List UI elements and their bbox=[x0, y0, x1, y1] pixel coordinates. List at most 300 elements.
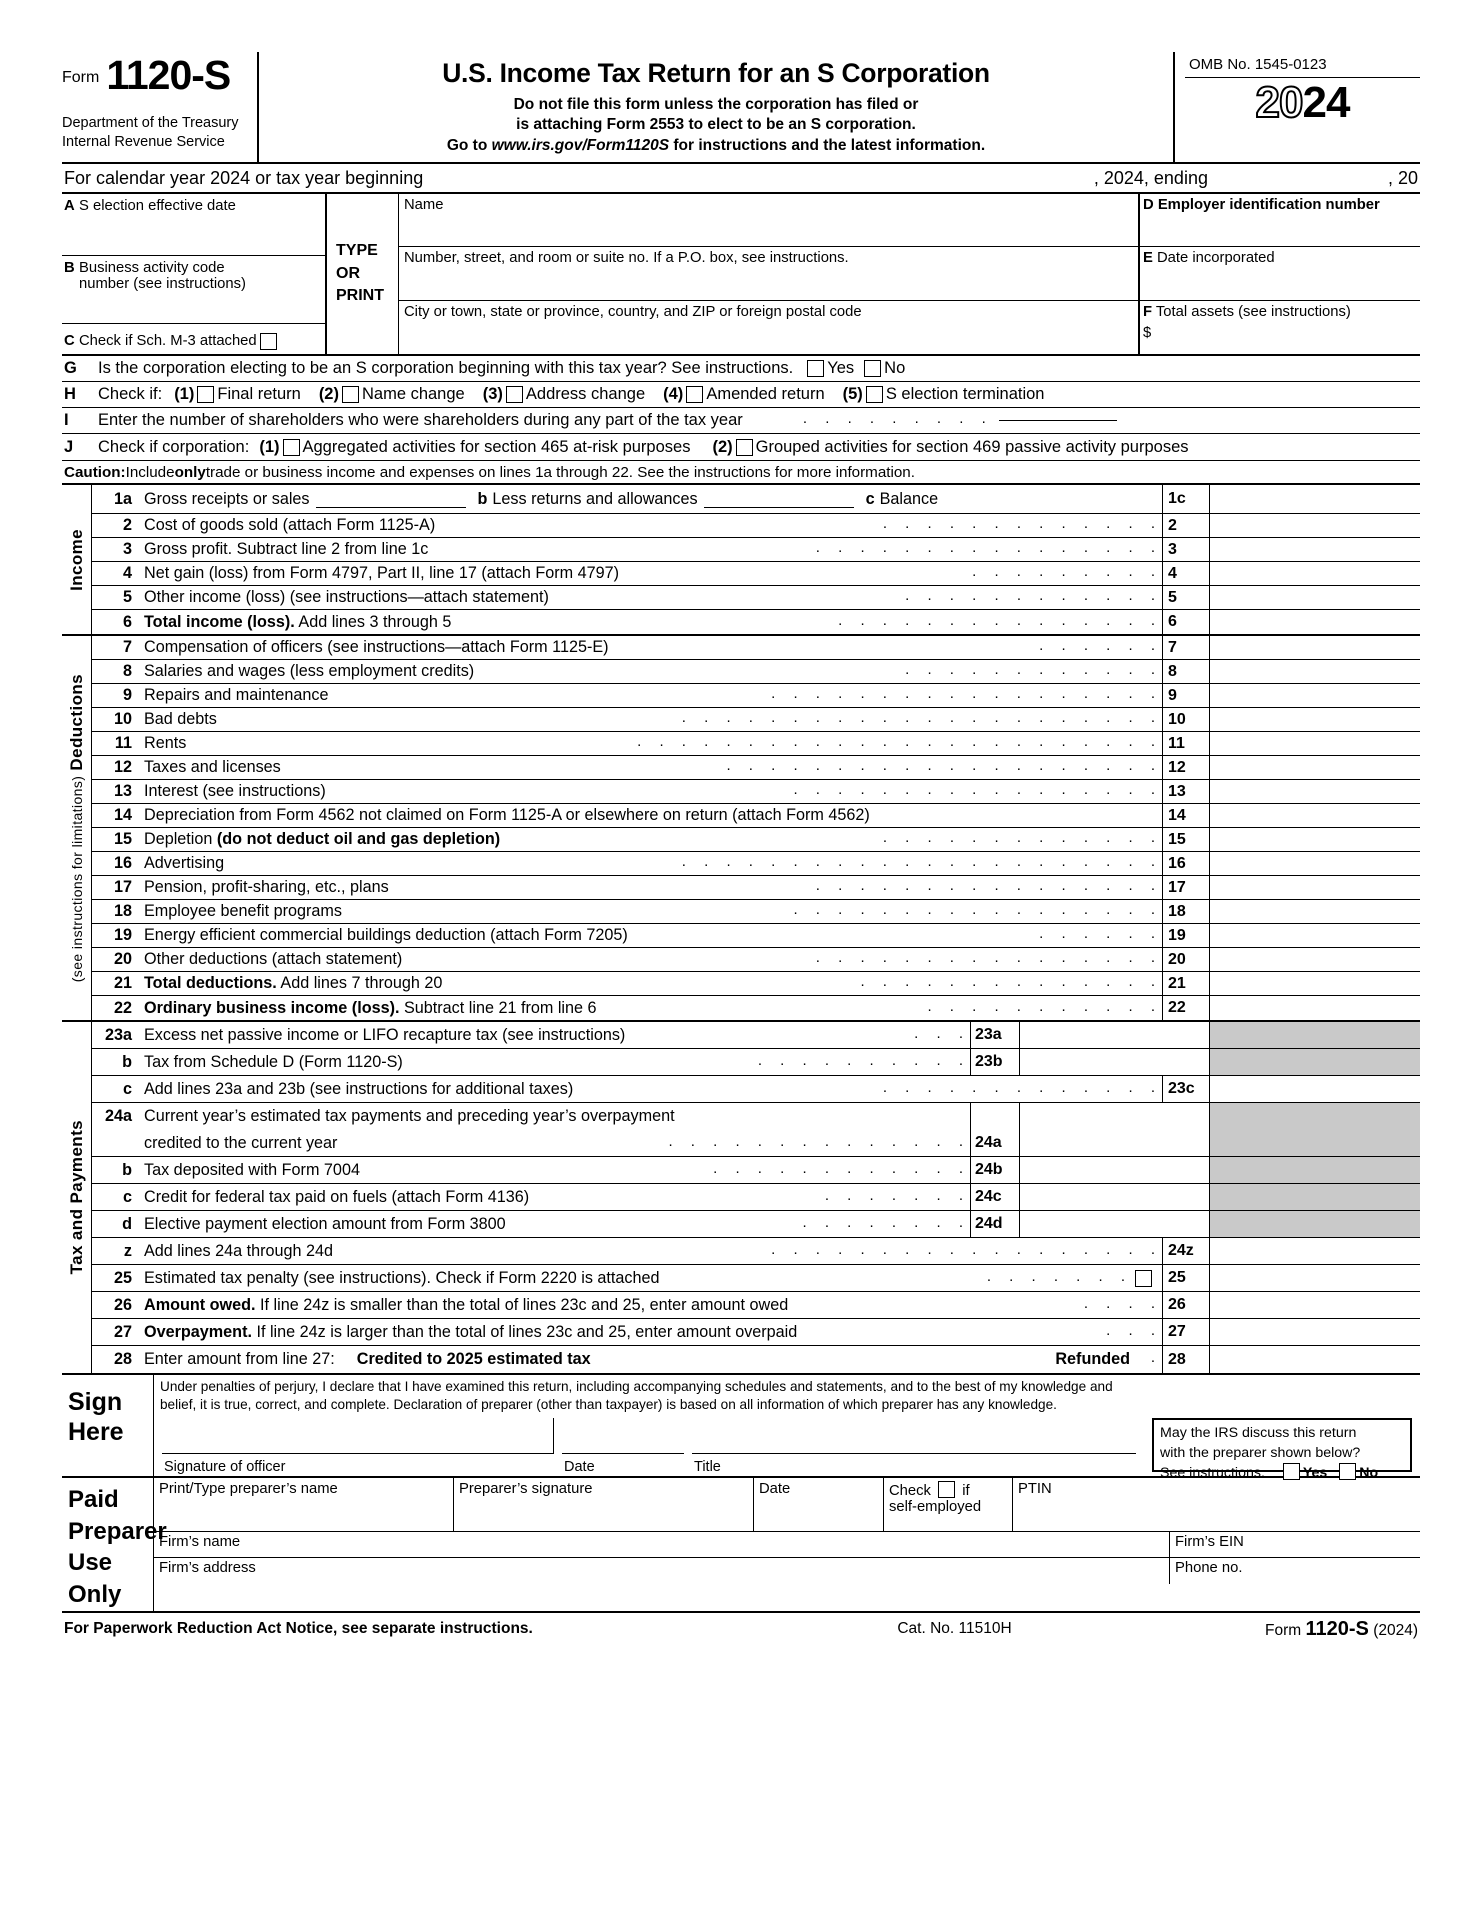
input-line-15-amount[interactable] bbox=[1210, 828, 1420, 851]
line-20-amount-label: 20 bbox=[1162, 948, 1210, 971]
question-h-text: Check if: bbox=[98, 385, 163, 403]
department-line-1: Department of the Treasury bbox=[62, 115, 239, 132]
leader-dots-27: . . . bbox=[1106, 1321, 1162, 1339]
checkbox-irs-discuss-yes[interactable] bbox=[1283, 1463, 1300, 1480]
field-firm-address[interactable] bbox=[154, 1558, 1170, 1584]
field-preparer-name[interactable] bbox=[154, 1478, 454, 1531]
line-24c-shaded-cell bbox=[1210, 1184, 1420, 1210]
question-h bbox=[62, 382, 1420, 408]
line-15-text-plain: Depletion bbox=[144, 830, 217, 848]
line-3 bbox=[92, 538, 1420, 562]
line-8 bbox=[92, 660, 1420, 684]
preparer-row-1 bbox=[154, 1478, 1420, 1532]
label-preparer-name: Print/Type preparer’s name bbox=[159, 1480, 338, 1497]
caution-rest: trade or business income and expenses on lines 1a through 22. See the instructions for more information. bbox=[205, 463, 915, 481]
tax-year-ending-label: , 2024, ending bbox=[1093, 167, 1208, 188]
masthead-center bbox=[257, 52, 1175, 162]
leader-dots-18: . . . . . . . . . . . . . . . . . bbox=[793, 901, 1162, 918]
leader-dots-5: . . . . . . . . . . . . bbox=[905, 587, 1162, 604]
questions-ghij bbox=[62, 356, 1420, 485]
leader-dots-23b: . . . . . . . . . . bbox=[757, 1051, 970, 1069]
input-line-24z-amount[interactable] bbox=[1210, 1238, 1420, 1264]
line-23b-text: Tax from Schedule D (Form 1120-S) bbox=[144, 1052, 403, 1071]
label-check: Check bbox=[889, 1482, 931, 1499]
perjury-statement bbox=[154, 1375, 1420, 1414]
line-16-text: Advertising bbox=[144, 854, 225, 872]
field-a-s-election-date[interactable] bbox=[62, 194, 325, 256]
input-line-24d-amount[interactable] bbox=[1020, 1211, 1210, 1237]
label-street: Number, street, and room or suite no. If a P.O. box, see instructions. bbox=[404, 250, 849, 267]
line-28-credited-label: Credited to 2025 estimated tax bbox=[356, 1350, 591, 1368]
line-3-amount-label: 3 bbox=[1162, 538, 1210, 561]
line-24a bbox=[92, 1130, 1420, 1157]
subtitle-line-2: is attaching Form 2553 to elect to be an S corporation. bbox=[516, 116, 916, 134]
line-28-refunded-label: Refunded bbox=[1055, 1350, 1130, 1368]
footer-form-identifier bbox=[1265, 1618, 1418, 1641]
input-line-14-amount[interactable] bbox=[1210, 804, 1420, 827]
type-or-print-label bbox=[327, 194, 399, 354]
input-line-22-amount[interactable] bbox=[1210, 996, 1420, 1020]
sign-here-body bbox=[154, 1375, 1420, 1482]
line-26-text-bold: Amount owed. bbox=[144, 1295, 256, 1314]
field-firm-ein[interactable] bbox=[1170, 1532, 1420, 1557]
checkbox-g-no[interactable] bbox=[864, 360, 881, 377]
checkbox-irs-discuss-no[interactable] bbox=[1339, 1463, 1356, 1480]
line-16-number: 16 bbox=[113, 854, 132, 872]
footer-form-year: (2024) bbox=[1373, 1621, 1418, 1639]
line-27: 27 Overpayment. If line 24z is larger than the total of lines 23c and 25, enter amount overpaid . . . 27 bbox=[92, 1319, 1420, 1346]
label-name: Name bbox=[404, 197, 444, 213]
line-5-text: Other income (loss) (see instructions—attach statement) bbox=[144, 588, 549, 606]
line-9-amount-label: 9 bbox=[1162, 684, 1210, 707]
leader-dots-25: . . . . . . . bbox=[986, 1267, 1132, 1285]
line-24z-amount-label: 24z bbox=[1162, 1238, 1210, 1264]
field-b-business-activity-code[interactable] bbox=[62, 256, 325, 324]
line-4-number: 4 bbox=[122, 564, 132, 582]
caution-mid: Include bbox=[125, 463, 175, 481]
entity-right-column bbox=[1140, 194, 1420, 354]
line-12-text: Taxes and licenses bbox=[144, 758, 281, 776]
input-line-10-amount[interactable] bbox=[1210, 708, 1420, 731]
input-line-23c-amount[interactable] bbox=[1210, 1076, 1420, 1102]
field-f-total-assets[interactable] bbox=[1140, 301, 1420, 354]
line-23c bbox=[92, 1076, 1420, 1103]
line-7-text: Compensation of officers (see instructions—attach Form 1125-E) bbox=[144, 638, 609, 656]
leader-dots-21: . . . . . . . . . . . . . . bbox=[860, 973, 1162, 990]
input-line-18-amount[interactable] bbox=[1210, 900, 1420, 923]
input-line-4-amount[interactable] bbox=[1210, 562, 1420, 585]
field-preparer-date[interactable] bbox=[754, 1478, 884, 1531]
leader-dots-28: . bbox=[1150, 1349, 1162, 1366]
line-28-amount-label: 28 bbox=[1162, 1346, 1210, 1373]
checkbox-h-name-change[interactable] bbox=[342, 386, 359, 403]
label-j: J bbox=[64, 437, 74, 456]
checkbox-h-amended-return[interactable] bbox=[686, 386, 703, 403]
input-line-21-amount[interactable] bbox=[1210, 972, 1420, 995]
irs-discuss-line-2: with the preparer shown below? bbox=[1160, 1445, 1361, 1462]
input-line-9-amount[interactable] bbox=[1210, 684, 1420, 707]
leader-dots-3: . . . . . . . . . . . . . . . . bbox=[815, 539, 1162, 556]
line-1c-letter: c bbox=[865, 489, 875, 508]
line-18-number: 18 bbox=[113, 902, 132, 920]
form-subtitle bbox=[267, 95, 1165, 156]
field-city-state-zip[interactable] bbox=[399, 301, 1138, 354]
input-line-26-amount[interactable] bbox=[1210, 1292, 1420, 1318]
irs-discuss-box bbox=[1152, 1418, 1412, 1482]
field-self-employed-check[interactable] bbox=[884, 1478, 1012, 1531]
line-23a-number: 23a bbox=[104, 1025, 132, 1044]
line-24a-shaded-cell bbox=[1210, 1130, 1420, 1156]
line-21-amount-label: 21 bbox=[1162, 972, 1210, 995]
signature-fields-row bbox=[154, 1414, 1420, 1482]
line-6-text-bold: Total income (loss). bbox=[144, 612, 295, 631]
caption-signature-of-officer: Signature of officer bbox=[164, 1458, 286, 1475]
irs-discuss-see-instructions: See instructions. bbox=[1160, 1465, 1265, 1482]
masthead-right bbox=[1175, 52, 1420, 162]
caption-signature-title: Title bbox=[694, 1458, 721, 1475]
line-13-amount-label: 13 bbox=[1162, 780, 1210, 803]
line-24d-text: Elective payment election amount from Form 3800 bbox=[144, 1214, 506, 1233]
input-gross-receipts[interactable] bbox=[316, 491, 466, 508]
sign-here-line-2: Here bbox=[68, 1418, 124, 1446]
input-line-1c-amount[interactable] bbox=[1210, 485, 1420, 513]
label-phone-no: Phone no. bbox=[1175, 1559, 1243, 1576]
line-4 bbox=[92, 562, 1420, 586]
footer-form-number: 1120-S bbox=[1305, 1617, 1369, 1640]
field-signature-date[interactable] bbox=[562, 1414, 692, 1476]
leader-dots-19: . . . . . . bbox=[1039, 925, 1162, 942]
tax-payments-side-label-text: Tax and Payments bbox=[66, 1120, 86, 1275]
question-g bbox=[62, 356, 1420, 382]
line-8-amount-label: 8 bbox=[1162, 660, 1210, 683]
line-12-number: 12 bbox=[113, 758, 132, 776]
field-name[interactable] bbox=[399, 194, 1138, 247]
tax-payments-lines bbox=[92, 1022, 1420, 1373]
h-item-3-num: (3) bbox=[482, 385, 503, 403]
label-d: D bbox=[1143, 197, 1154, 213]
line-24a-number: 24a bbox=[104, 1107, 132, 1125]
line-24z-number: z bbox=[123, 1241, 132, 1260]
line-17-number: 17 bbox=[113, 878, 132, 896]
type-or-print-line-1: TYPE bbox=[336, 242, 378, 260]
leader-dots-22: . . . . . . . . . . . bbox=[927, 997, 1162, 1015]
line-24d-number: d bbox=[122, 1214, 132, 1233]
line-13-text: Interest (see instructions) bbox=[144, 782, 326, 800]
catalog-number: Cat. No. 11510H bbox=[897, 1620, 1012, 1638]
checkbox-h-s-election-termination[interactable] bbox=[866, 386, 883, 403]
leader-dots-i: . . . . . . . . . bbox=[802, 410, 993, 427]
caution-notice bbox=[62, 460, 1420, 485]
omb-number: OMB No. 1545-0123 bbox=[1185, 52, 1420, 78]
input-line-24c-amount[interactable] bbox=[1020, 1184, 1210, 1210]
question-g-text: Is the corporation electing to be an S corporation beginning with this tax year? See instructions. bbox=[98, 359, 794, 377]
input-line-19-amount[interactable] bbox=[1210, 924, 1420, 947]
field-ptin[interactable] bbox=[1012, 1478, 1420, 1531]
line-7-amount-label: 7 bbox=[1162, 636, 1210, 659]
leader-dots-24c: . . . . . . . bbox=[824, 1186, 970, 1204]
masthead-left bbox=[62, 52, 257, 162]
line-10-text: Bad debts bbox=[144, 710, 217, 728]
line-15-text-bold: (do not deduct oil and gas depletion) bbox=[216, 830, 501, 848]
h-item-5-num: (5) bbox=[842, 385, 863, 403]
field-phone-number[interactable] bbox=[1170, 1558, 1420, 1584]
input-line-17-amount[interactable] bbox=[1210, 876, 1420, 899]
income-section bbox=[62, 485, 1420, 636]
form-title: U.S. Income Tax Return for an S Corporation bbox=[442, 58, 990, 88]
line-18-amount-label: 18 bbox=[1162, 900, 1210, 923]
label-ptin: PTIN bbox=[1018, 1480, 1052, 1497]
leader-dots-24b: . . . . . . . . . . . . bbox=[713, 1159, 970, 1177]
calendar-year-label: For calendar year 2024 or tax year beginning bbox=[64, 167, 424, 188]
line-11-number: 11 bbox=[114, 734, 132, 752]
line-9 bbox=[92, 684, 1420, 708]
year-suffix: 24 bbox=[1302, 78, 1350, 127]
input-line-13-amount[interactable] bbox=[1210, 780, 1420, 803]
input-line-24a-amount[interactable] bbox=[1020, 1130, 1210, 1156]
checkbox-h-address-change[interactable] bbox=[506, 386, 523, 403]
tax-payments-side-label bbox=[62, 1022, 92, 1373]
line-1b-text: Less returns and allowances bbox=[492, 489, 698, 508]
line-23b-number: b bbox=[122, 1052, 132, 1071]
leader-dots-20: . . . . . . . . . . . . . . . . bbox=[815, 949, 1162, 966]
label-f-text: Total assets (see instructions) bbox=[1155, 303, 1351, 320]
line-26-amount-label: 26 bbox=[1162, 1292, 1210, 1318]
preparer-row-3 bbox=[154, 1558, 1420, 1584]
line-23b-amount-label: 23b bbox=[970, 1049, 1020, 1075]
entity-left-column bbox=[62, 194, 327, 354]
line-23b-shaded-cell bbox=[1210, 1049, 1420, 1075]
label-f: F bbox=[1143, 303, 1153, 320]
line-20-number: 20 bbox=[113, 950, 132, 968]
line-14-text: Depreciation from Form 4562 not claimed on Form 1125-A or elsewhere on return (attach Form 4562) bbox=[144, 806, 870, 824]
question-j-text: Check if corporation: bbox=[98, 437, 250, 456]
leader-dots-9: . . . . . . . . . . . . . . . . . . bbox=[771, 685, 1162, 702]
line-25-text: Estimated tax penalty (see instructions). Check if Form 2220 is attached bbox=[144, 1268, 660, 1287]
line-11 bbox=[92, 732, 1420, 756]
line-24z bbox=[92, 1238, 1420, 1265]
deductions-side-thin: (see instructions for limitations) bbox=[68, 775, 85, 983]
checkbox-sch-m3-attached[interactable] bbox=[260, 333, 277, 350]
h-item-3-label: Address change bbox=[525, 385, 646, 403]
paid-preparer-label bbox=[62, 1478, 167, 1611]
label-b-text-2: number (see instructions) bbox=[79, 276, 246, 292]
line-24a-amount-label: 24a bbox=[970, 1130, 1020, 1156]
paid-preparer-line-3: Use Only bbox=[68, 1549, 122, 1608]
line-28-text: Enter amount from line 27: bbox=[144, 1350, 335, 1368]
h-item-2-label: Name change bbox=[361, 385, 465, 403]
label-firm-name: Firm’s name bbox=[159, 1533, 241, 1550]
line-18 bbox=[92, 900, 1420, 924]
line-15-amount-label: 15 bbox=[1162, 828, 1210, 851]
h-item-2-num: (2) bbox=[318, 385, 339, 403]
field-preparer-signature[interactable] bbox=[454, 1478, 754, 1531]
line-19-number: 19 bbox=[113, 926, 132, 944]
field-street-address[interactable] bbox=[399, 247, 1138, 300]
line-16 bbox=[92, 852, 1420, 876]
income-lines bbox=[92, 485, 1420, 634]
j-item-2-label: Grouped activities for section 469 passive activity purposes bbox=[755, 437, 1189, 456]
question-i bbox=[62, 408, 1420, 434]
sign-here-line-1: Sign bbox=[68, 1388, 123, 1416]
line-24a-amount-spacer bbox=[1020, 1103, 1210, 1130]
input-line-16-amount[interactable] bbox=[1210, 852, 1420, 875]
line-28 bbox=[92, 1346, 1420, 1373]
line-1c-text: Balance bbox=[879, 489, 939, 508]
line-25-amount-label: 25 bbox=[1162, 1265, 1210, 1291]
line-15-number: 15 bbox=[113, 830, 132, 848]
input-line-12-amount[interactable] bbox=[1210, 756, 1420, 779]
line-21-text-bold: Total deductions. bbox=[144, 974, 277, 992]
perjury-line-1: Under penalties of perjury, I declare that I have examined this return, including accompanying schedules and statements, and to the best of my knowledge and bbox=[160, 1379, 1113, 1394]
income-side-label-text: Income bbox=[66, 528, 86, 591]
input-line-6-amount[interactable] bbox=[1210, 610, 1420, 634]
input-line-11-amount[interactable] bbox=[1210, 732, 1420, 755]
sign-here-section bbox=[62, 1375, 1420, 1482]
deductions-lines bbox=[92, 636, 1420, 1020]
label-b-text-1: Business activity code bbox=[79, 260, 225, 276]
line-22: 22 Ordinary business income (loss). Subtract line 21 from line 6 . . . . . . . . . . . 22 bbox=[92, 996, 1420, 1020]
label-self-employed: self-employed bbox=[889, 1498, 982, 1515]
input-line-23b-amount[interactable] bbox=[1020, 1049, 1210, 1075]
tax-year-line bbox=[62, 164, 1420, 194]
checkbox-form-2220-attached[interactable] bbox=[1135, 1270, 1152, 1287]
line-24c bbox=[92, 1184, 1420, 1211]
field-c-schedule-m3[interactable] bbox=[62, 324, 325, 354]
label-c-text: Check if Sch. M-3 attached bbox=[79, 333, 257, 349]
line-8-text: Salaries and wages (less employment credits) bbox=[144, 662, 475, 680]
input-line-8-amount[interactable] bbox=[1210, 660, 1420, 683]
perjury-line-2: belief, it is true, correct, and complete. Declaration of preparer (other than taxpayer) is based on all information of which preparer has any knowledge. bbox=[160, 1396, 1057, 1412]
input-line-3-amount[interactable] bbox=[1210, 538, 1420, 561]
j-item-1-label: Aggregated activities for section 465 at-risk purposes bbox=[302, 437, 691, 456]
checkbox-self-employed[interactable] bbox=[938, 1481, 955, 1498]
line-24d-shaded-cell bbox=[1210, 1211, 1420, 1237]
label-a-text: S election effective date bbox=[79, 198, 236, 214]
h-item-4-num: (4) bbox=[663, 385, 684, 403]
input-line-24b-amount[interactable] bbox=[1020, 1157, 1210, 1183]
line-23c-number: c bbox=[122, 1079, 132, 1098]
line-16-amount-label: 16 bbox=[1162, 852, 1210, 875]
field-e-date-incorporated[interactable] bbox=[1140, 247, 1420, 300]
paid-preparer-body bbox=[154, 1478, 1420, 1611]
irs-url-link[interactable]: www.irs.gov/Form1120S bbox=[491, 136, 670, 154]
leader-dots-23c: . . . . . . . . . . . . . bbox=[882, 1078, 1162, 1096]
field-signature-title[interactable] bbox=[692, 1414, 1144, 1476]
line-5 bbox=[92, 586, 1420, 610]
line-10-number: 10 bbox=[113, 710, 132, 728]
line-7-number: 7 bbox=[122, 638, 132, 656]
input-line-25-amount[interactable] bbox=[1210, 1265, 1420, 1291]
line-1a-number: 1a bbox=[113, 489, 132, 508]
line-22-amount-label: 22 bbox=[1162, 996, 1210, 1020]
form-masthead bbox=[62, 52, 1420, 164]
line-8-number: 8 bbox=[122, 662, 132, 680]
input-returns-allowances[interactable] bbox=[704, 491, 854, 508]
line-24d bbox=[92, 1211, 1420, 1238]
leader-dots-24a: . . . . . . . . . . . . . . bbox=[668, 1132, 970, 1150]
line-23a-amount-label: 23a bbox=[970, 1022, 1020, 1048]
line-12-amount-label: 12 bbox=[1162, 756, 1210, 779]
field-signature-of-officer[interactable] bbox=[162, 1414, 562, 1476]
line-23a-shaded-cell bbox=[1210, 1022, 1420, 1048]
input-line-7-amount[interactable] bbox=[1210, 636, 1420, 659]
line-21-number: 21 bbox=[113, 974, 132, 992]
field-d-ein[interactable] bbox=[1140, 194, 1420, 247]
footer-form-word: Form bbox=[1265, 1621, 1302, 1639]
question-j bbox=[62, 434, 1420, 460]
line-5-number: 5 bbox=[122, 588, 132, 606]
line-19 bbox=[92, 924, 1420, 948]
checkbox-h-final-return[interactable] bbox=[197, 386, 214, 403]
line-28-number: 28 bbox=[113, 1350, 132, 1368]
leader-dots-12: . . . . . . . . . . . . . . . . . . . . bbox=[726, 757, 1162, 774]
leader-dots-11: . . . . . . . . . . . . . . . . . . . . . . . . bbox=[637, 733, 1162, 750]
line-1a bbox=[92, 485, 1420, 514]
checkbox-j-grouped-activities[interactable] bbox=[736, 439, 753, 456]
department-line-2: Internal Revenue Service bbox=[62, 133, 225, 150]
subtitle-line-1: Do not file this form unless the corporation has filed or bbox=[513, 96, 919, 113]
line-1b-letter: b bbox=[477, 489, 488, 508]
input-line-28-amount[interactable] bbox=[1210, 1346, 1420, 1373]
deductions-section bbox=[62, 636, 1420, 1022]
entity-address-column bbox=[399, 194, 1140, 354]
checkbox-g-yes[interactable] bbox=[807, 360, 824, 377]
question-i-text: Enter the number of shareholders who were shareholders during any part of the tax year bbox=[98, 411, 743, 429]
line-24c-text: Credit for federal tax paid on fuels (attach Form 4136) bbox=[144, 1187, 530, 1206]
input-line-20-amount[interactable] bbox=[1210, 948, 1420, 971]
goto-suffix: for instructions and the latest information. bbox=[669, 136, 986, 154]
line-10-amount-label: 10 bbox=[1162, 708, 1210, 731]
line-19-text: Energy efficient commercial buildings deduction (attach Form 7205) bbox=[144, 926, 628, 944]
input-line-23a-amount[interactable] bbox=[1020, 1022, 1210, 1048]
line-21: 21 Total deductions. Add lines 7 through 20 . . . . . . . . . . . . . . 21 bbox=[92, 972, 1420, 996]
line-24a-text-top: Current year’s estimated tax payments and preceding year’s overpayment bbox=[144, 1107, 675, 1125]
line-18-text: Employee benefit programs bbox=[144, 902, 342, 920]
line-14-amount-label: 14 bbox=[1162, 804, 1210, 827]
line-27-text-bold: Overpayment. bbox=[144, 1322, 252, 1341]
j-item-2-num: (2) bbox=[712, 437, 733, 456]
type-or-print-line-2: OR bbox=[336, 264, 360, 282]
checkbox-j-aggregated-activities[interactable] bbox=[283, 439, 300, 456]
line-6-amount-label: 6 bbox=[1162, 610, 1210, 634]
leader-dots-6: . . . . . . . . . . . . . . . bbox=[838, 611, 1162, 629]
department-block bbox=[62, 114, 257, 151]
income-side-label bbox=[62, 485, 92, 634]
line-6: 6 Total income (loss). Add lines 3 through 5 . . . . . . . . . . . . . . . 6 bbox=[92, 610, 1420, 634]
line-24a-top bbox=[92, 1103, 1420, 1130]
line-17-text: Pension, profit-sharing, etc., plans bbox=[144, 878, 389, 896]
label-i: I bbox=[64, 411, 69, 429]
input-line-2-amount[interactable] bbox=[1210, 514, 1420, 537]
deductions-side-main: Deductions bbox=[66, 673, 86, 771]
input-line-27-amount[interactable] bbox=[1210, 1319, 1420, 1345]
form-word-label: Form bbox=[62, 69, 100, 87]
irs-discuss-line-1: May the IRS discuss this return bbox=[1160, 1424, 1357, 1441]
field-firm-name[interactable] bbox=[154, 1532, 1170, 1557]
line-23a bbox=[92, 1022, 1420, 1049]
label-g-yes: Yes bbox=[827, 359, 855, 377]
paid-preparer-line-1: Paid bbox=[68, 1485, 119, 1513]
line-24b bbox=[92, 1157, 1420, 1184]
line-6-number: 6 bbox=[122, 612, 132, 631]
line-17 bbox=[92, 876, 1420, 900]
paid-preparer-section bbox=[62, 1478, 1420, 1613]
input-shareholder-count[interactable] bbox=[999, 420, 1117, 421]
line-11-amount-label: 11 bbox=[1162, 732, 1210, 755]
irs-discuss-line-3 bbox=[1160, 1463, 1406, 1483]
line-24b-amount-label: 24b bbox=[970, 1157, 1020, 1183]
input-line-5-amount[interactable] bbox=[1210, 586, 1420, 609]
